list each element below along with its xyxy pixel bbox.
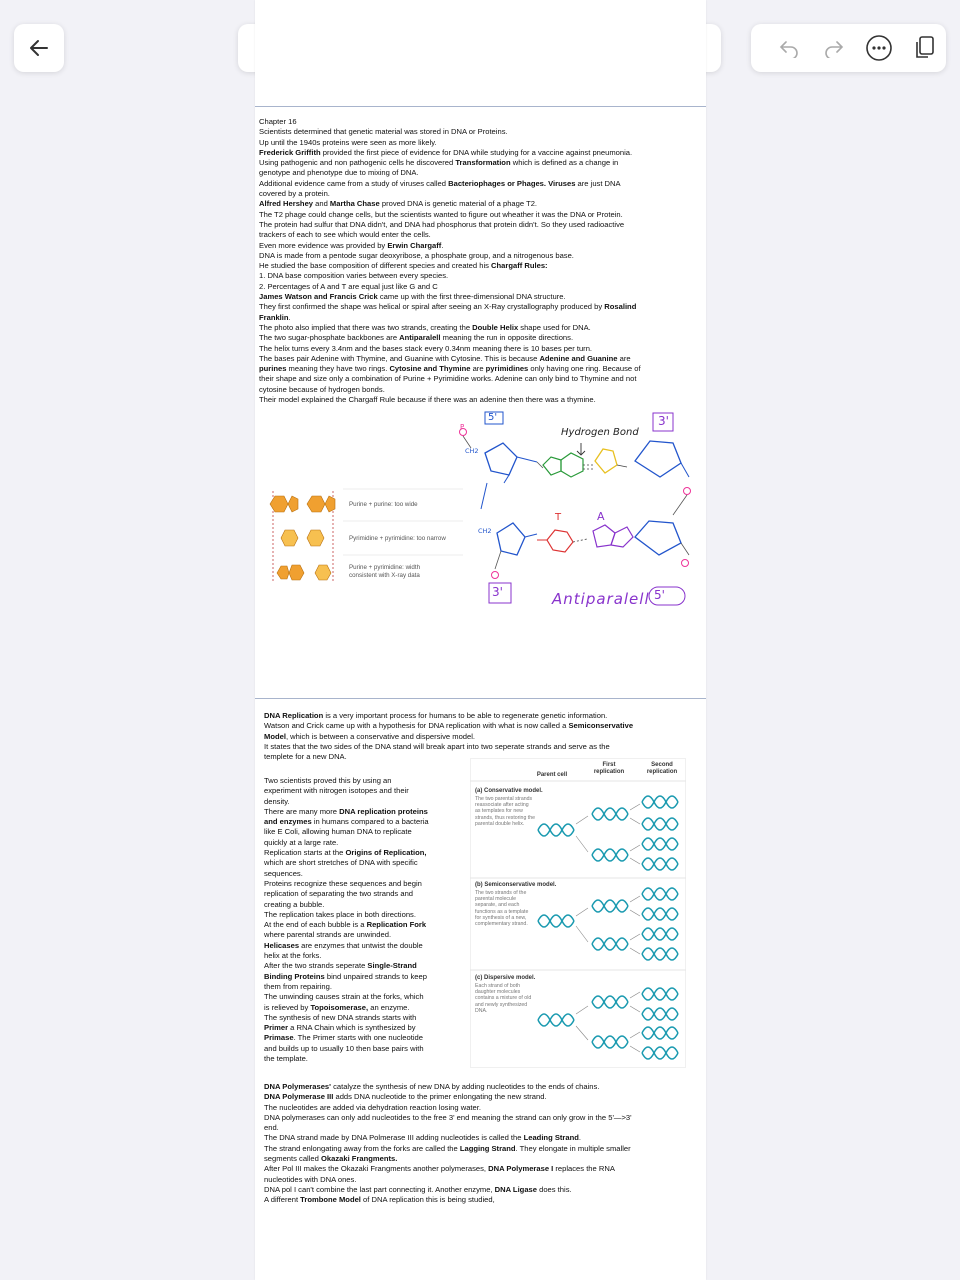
note-text: is relieved by <box>264 1002 311 1012</box>
base-t-label: T <box>555 512 562 523</box>
note-text: Replication starts at the <box>264 848 346 858</box>
note-text: After the two strands seperate <box>264 961 368 971</box>
replication-intro <box>264 711 702 762</box>
note-text: are just DNA <box>575 178 621 188</box>
note-line <box>264 1175 702 1185</box>
note-text: an enzyme. <box>368 1002 410 1012</box>
note-line <box>259 241 704 251</box>
note-text: does this. <box>537 1184 572 1194</box>
bold-term: and enzymes <box>264 817 312 827</box>
note-text: DNA pol I can't combine the last part connecting it. Another enzyme, <box>264 1184 495 1194</box>
note-line <box>264 711 702 721</box>
antiparallel-label: Antiparalell <box>552 590 650 608</box>
bold-term: Chargaff Rules: <box>491 261 548 271</box>
note-text: Proteins recognize these sequences and begin <box>264 878 422 888</box>
note-text: experiment with nitrogen isotopes and their <box>264 786 409 796</box>
note-line <box>259 189 704 199</box>
bold-term: Cytosine and Thymine <box>389 364 471 374</box>
note-line <box>264 1033 469 1043</box>
note-text: Two scientists proved this by using an <box>264 776 392 785</box>
bold-term: Replication Fork <box>366 920 427 930</box>
bold-term: Origins of Replication, <box>345 848 427 858</box>
note-text: The synthesis of new DNA strands starts with <box>264 1012 417 1022</box>
note-line <box>264 838 469 848</box>
purine-pyrimidine-pair <box>277 565 331 580</box>
note-line <box>259 385 704 395</box>
note-line <box>264 961 469 971</box>
note-line <box>259 117 704 127</box>
bold-term: pyrimidines <box>485 364 529 374</box>
note-line <box>264 1144 702 1154</box>
bold-term: Transformation <box>455 158 511 168</box>
note-text: their shape and size only a combination of Purine + Pyrimidine works. Adenine can only bind to Thymine and not <box>259 374 637 384</box>
note-text: end. <box>264 1123 279 1133</box>
note-line <box>264 1103 702 1113</box>
note-text: They first confirmed the shape was helical or spiral after seeing an X-Ray crystallography produced by <box>259 302 605 312</box>
bold-term: Leading Strand <box>523 1133 579 1143</box>
note-line <box>259 333 704 343</box>
carbon-label: CH2 <box>478 527 492 535</box>
purine-purine-pair <box>270 496 335 512</box>
bold-term: Primer <box>264 1023 289 1033</box>
note-text: where parental strands are unwinded. <box>264 930 392 940</box>
note-line <box>264 786 469 796</box>
bold-term: DNA Polymerase III <box>264 1092 334 1102</box>
note-line <box>259 138 704 148</box>
note-text: Their model explained the Chargaff Rule because if there was an adenine then there was a thymine. <box>259 395 596 405</box>
note-text: The bases pair Adenine with Thymine, and Guanine with Cytosine. This is because <box>259 353 540 363</box>
base-pair-label: Purine + purine: too wide <box>349 501 418 508</box>
note-text: replaces the RNA <box>553 1164 615 1174</box>
bold-term: Helicases <box>264 940 300 950</box>
note-text: The DNA strand made by DNA Polmerase III adding nucleotides is called the <box>264 1133 524 1143</box>
note-text: At the end of each bubble is a <box>264 920 367 930</box>
base-a-label: A <box>597 510 605 523</box>
pyrimidine-pyrimidine-pair <box>281 530 324 546</box>
three-prime-label: 3' <box>658 414 669 428</box>
note-line <box>264 1113 702 1123</box>
redo-button[interactable] <box>812 24 857 72</box>
note-text: which are short stretches of DNA with specific <box>264 858 418 868</box>
note-text: provided the first piece of evidence for DNA while studying for a vaccine against pneumonia. <box>320 147 633 157</box>
note-line <box>264 1003 469 1013</box>
bold-term: Erwin Chargaff <box>387 240 442 250</box>
note-line <box>259 261 704 271</box>
note-line <box>259 282 704 292</box>
note-text: It states that the two sides of the DNA stand will break apart into two seperate strands and serve as the <box>264 741 610 751</box>
model-title: (a) Conservative model. <box>475 788 543 794</box>
note-text: templete for a new DNA. <box>264 752 347 762</box>
document-actions <box>751 24 946 72</box>
note-line <box>259 179 704 189</box>
bold-term: Model <box>264 731 286 741</box>
base-pair-width-figure <box>267 487 465 585</box>
note-line <box>264 930 469 940</box>
note-text: . The Primer starts with one nucleotide <box>293 1033 423 1043</box>
redo-icon <box>823 38 845 58</box>
bold-term: Franklin <box>259 312 289 322</box>
note-line <box>259 313 704 323</box>
note-line <box>264 941 469 951</box>
note-text: , which is between a conservative and dispersive model. <box>285 731 476 741</box>
note-line <box>264 827 469 837</box>
note-text: shape used for DNA. <box>518 322 591 332</box>
note-text: proved DNA is genetic material of a phage T2. <box>379 199 538 209</box>
polymerase-notes <box>264 1082 702 1206</box>
five-prime-label: 5' <box>654 588 665 602</box>
bold-term: DNA replication proteins <box>339 806 428 816</box>
note-line <box>259 323 704 333</box>
note-text: are enzymes that untwist the double <box>299 940 423 950</box>
note-text: are <box>470 364 486 374</box>
base-pair-label: Purine + pyrimidine: width consistent with X-ray data <box>349 564 421 579</box>
note-line <box>264 732 702 742</box>
bold-term: DNA Ligase <box>494 1184 537 1194</box>
arrow-left-icon <box>27 36 51 60</box>
note-line <box>264 1154 702 1164</box>
note-text: . <box>288 312 291 322</box>
replication-models-figure <box>470 758 686 1068</box>
note-text: like E Coli, allowing human DNA to replicate <box>264 827 412 837</box>
note-line <box>264 900 469 910</box>
phosphate-label: P <box>460 423 465 431</box>
note-text: The strand enlongating away from the forks are called the <box>264 1143 460 1153</box>
note-line <box>259 271 704 281</box>
note-text: only having one ring. Because of <box>528 364 641 374</box>
more-button[interactable] <box>857 24 902 72</box>
note-line <box>264 858 469 868</box>
bold-term: Alfred Hershey <box>259 199 314 209</box>
note-text: After Pol III makes the Okazaki Frangments another polymerases, <box>264 1164 489 1174</box>
note-line <box>264 992 469 1002</box>
note-text: genotype and phenotype due to mixing of DNA. <box>259 168 419 178</box>
note-text: trackers of each to see which would enter the cells. <box>259 230 431 240</box>
bold-term: Frederick Griffith <box>259 147 321 157</box>
note-text: DNA is made from a pentode sugar deoxyribose, a phosphate group, and a nitrogenous base. <box>259 250 574 260</box>
bold-term: Topoisomerase, <box>310 1002 369 1012</box>
note-text: The protein had sulfur that DNA didn't, and DNA had phosphorus that protein didn't. So they used radioactive <box>259 219 625 229</box>
note-line <box>264 1164 702 1174</box>
note-text: bind unpaired strands to keep <box>324 971 427 981</box>
note-text: replication of separating the two strands and <box>264 889 414 899</box>
note-text: came up with the first three-dimensional DNA structure. <box>377 292 566 302</box>
note-line <box>264 742 702 752</box>
bold-term: Binding Proteins <box>264 971 325 981</box>
note-text: covered by a protein. <box>259 189 330 199</box>
note-text: Chapter 16 <box>259 117 297 126</box>
note-line <box>259 127 704 137</box>
carbon-label: CH2 <box>465 447 479 455</box>
note-line <box>264 797 469 807</box>
note-line <box>264 721 702 731</box>
note-line <box>264 951 469 961</box>
note-text: The nucleotides are added via dehydration reaction losing water. <box>264 1102 481 1112</box>
note-text: helix at the forks. <box>264 951 322 961</box>
note-line <box>259 220 704 230</box>
note-line <box>259 344 704 354</box>
note-line <box>264 1044 469 1054</box>
note-text: is a very important process for humans to be able to regenerate genetic information. <box>323 711 608 720</box>
bold-term: Antiparalell <box>399 333 441 343</box>
bold-term: Lagging Strand <box>459 1143 516 1153</box>
bold-term: DNA Polymerase I <box>488 1164 554 1174</box>
bold-term: Bacteriophages or Phages. Viruses <box>448 178 576 188</box>
note-text: segments called <box>264 1154 321 1164</box>
model-description: The two strands of the parental molecule separate, and each functions as a template for synthesis of a new, complementary strand. <box>475 890 529 928</box>
note-line <box>259 292 704 302</box>
note-text: and <box>313 199 330 209</box>
dispersive-model-helices <box>538 988 678 1059</box>
note-text: Watson and Crick came up with a hypothesis for DNA replication with what is now called a <box>264 721 569 731</box>
note-line <box>259 251 704 261</box>
note-line <box>264 869 469 879</box>
five-prime-label: 5' <box>488 412 498 423</box>
note-line <box>259 199 704 209</box>
note-text: There are many more <box>264 806 340 816</box>
bold-term: purines <box>259 364 287 374</box>
note-line <box>264 879 469 889</box>
note-line <box>264 807 469 817</box>
note-line <box>264 1195 702 1205</box>
back-button[interactable] <box>14 24 64 72</box>
note-line <box>264 1123 702 1133</box>
note-line <box>264 1185 702 1195</box>
pages-button[interactable] <box>901 24 946 72</box>
note-text: and builds up to usually 10 then base pairs with <box>264 1043 424 1053</box>
note-text: He studied the base composition of different species and created his <box>259 261 492 271</box>
note-line <box>264 920 469 930</box>
note-text: DNA polymerases can only add nucleotides to the free 3' end meaning the strand can only grow in the 5'—>3' <box>264 1112 632 1122</box>
note-line <box>259 210 704 220</box>
note-text: sequences. <box>264 868 303 878</box>
note-text: The replication takes place in both directions. <box>264 909 416 919</box>
note-line <box>264 1082 702 1092</box>
bold-term: Okazaki Frangments. <box>320 1154 398 1164</box>
bold-term: James Watson and Francis Crick <box>259 292 378 302</box>
page-break <box>255 106 706 107</box>
note-text: meaning they have two rings. <box>286 364 390 374</box>
note-text: nucleotides with DNA ones. <box>264 1174 357 1184</box>
hydrogen-bond-label: Hydrogen Bond <box>561 427 639 438</box>
note-text: The two sugar-phosphate backbones are <box>259 333 400 343</box>
note-text: . <box>578 1133 581 1143</box>
note-line <box>264 910 469 920</box>
more-icon <box>865 34 893 62</box>
note-line <box>259 374 704 384</box>
note-line <box>264 982 469 992</box>
bold-term: Trombone Model <box>300 1195 361 1205</box>
note-text: Even more evidence was provided by <box>259 240 388 250</box>
note-text: them from repairing. <box>264 981 332 991</box>
note-line <box>259 158 704 168</box>
note-line <box>264 1133 702 1143</box>
note-text: meaning the run in opposite directions. <box>440 333 574 343</box>
note-line <box>259 395 704 405</box>
note-text: are <box>617 353 631 363</box>
note-line <box>259 364 704 374</box>
note-text: 2. Percentages of A and T are equal just like G and C <box>259 281 438 291</box>
note-text: . <box>441 240 444 250</box>
page-break <box>255 698 706 699</box>
bold-term: Double Helix <box>472 322 519 332</box>
note-text: quickly at a large rate. <box>264 837 339 847</box>
model-description: Each strand of both daughter molecules contains a mixture of old and newly synthesized DNA. <box>475 983 532 1014</box>
undo-button[interactable] <box>767 24 812 72</box>
note-text: Scientists determined that genetic material was stored in DNA or Proteins. <box>259 127 508 137</box>
model-title: (b) Semiconservative model. <box>475 882 557 888</box>
chapter-notes <box>259 117 704 405</box>
bold-term: Rosalind <box>604 302 637 312</box>
note-line <box>264 1092 702 1102</box>
note-text: catalyze the synthesis of new DNA by adding nucleotides to the ends of chains. <box>330 1082 600 1091</box>
note-line <box>264 1013 469 1023</box>
three-prime-label: 3' <box>492 585 503 599</box>
figure-header: Parent cell <box>536 772 568 778</box>
base-pair-label: Pyrimidine + pyrimidine: too narrow <box>349 535 446 542</box>
bold-term: Primase <box>264 1033 294 1043</box>
note-line <box>259 302 704 312</box>
note-text: of DNA replication this is being studied, <box>360 1195 495 1205</box>
note-line <box>264 776 469 786</box>
figure-header: First replication <box>593 762 625 775</box>
note-text: The photo also implied that there was two strands, creating the <box>259 322 473 332</box>
note-line <box>264 889 469 899</box>
note-text: The unwinding causes strain at the forks, which <box>264 992 424 1002</box>
note-text: a RNA Chain which is synthesized by <box>288 1023 416 1033</box>
note-text: creating a bubble. <box>264 899 325 909</box>
note-line <box>264 972 469 982</box>
note-line <box>259 230 704 240</box>
note-text: in humans compared to a bacteria <box>311 817 429 827</box>
note-text: density. <box>264 796 290 806</box>
pages-icon <box>911 34 937 62</box>
note-text: adds DNA nucleotide to the primer enlongating the new strand. <box>333 1092 547 1102</box>
note-line <box>259 148 704 158</box>
note-text: Using pathogenic and non pathogenic cells he discovered <box>259 158 456 168</box>
note-text: Additional evidence came from a study of viruses called <box>259 178 449 188</box>
bold-term: DNA Polymerases' <box>264 1082 331 1091</box>
note-line <box>264 817 469 827</box>
note-text: The T2 phage could change cells, but the scientists wanted to figure out wheather it was the DNA or Protein. <box>259 209 623 219</box>
figure-header: Second replication <box>646 762 678 775</box>
model-title: (c) Dispersive model. <box>475 975 536 981</box>
note-text: . They elongate in multiple smaller <box>515 1143 631 1153</box>
note-line <box>264 1054 469 1064</box>
note-text: which is defined as a change in <box>510 158 619 168</box>
note-line <box>264 848 469 858</box>
bold-term: Martha Chase <box>329 199 380 209</box>
note-line <box>264 1023 469 1033</box>
note-text: cytosine because of hydrogen bonds. <box>259 384 385 394</box>
model-description: The two parental strands reassociate after acting as templates for new strands, thus restoring the parental double helix. <box>475 796 535 827</box>
conservative-model-helices <box>538 796 678 870</box>
note-text: 1. DNA base composition varies between every species. <box>259 271 449 281</box>
undo-icon <box>778 38 800 58</box>
bold-term: Semiconservative <box>568 721 634 731</box>
note-line <box>259 354 704 364</box>
note-text: the template. <box>264 1054 308 1064</box>
bold-term: DNA Replication <box>264 711 324 720</box>
note-text: A different <box>264 1195 301 1205</box>
replication-notes <box>264 776 469 1064</box>
semiconservative-model-helices <box>538 888 678 960</box>
note-text: The helix turns every 3.4nm and the bases stack every 0.34nm meaning there is 10 bases per turn. <box>259 343 593 353</box>
note-text: Up until the 1940s proteins were seen as more likely. <box>259 137 437 147</box>
bold-term: Adenine and Guanine <box>539 353 618 363</box>
bold-term: Single-Strand <box>367 961 417 971</box>
note-line <box>259 168 704 178</box>
